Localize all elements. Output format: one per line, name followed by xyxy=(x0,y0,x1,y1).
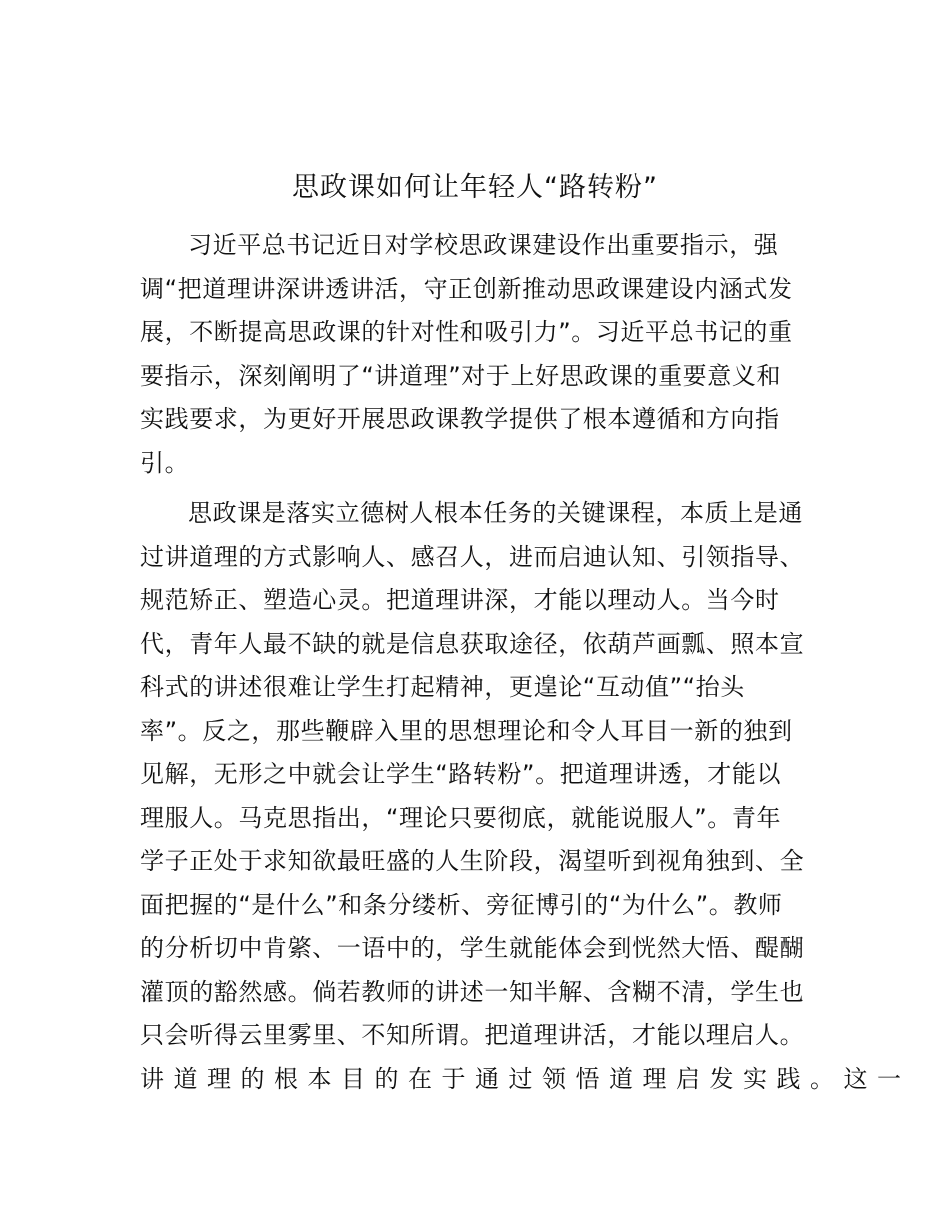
paragraph-line: 讲道理的根本目的在于通过领悟道理启发实践。这一 xyxy=(140,1064,911,1093)
paragraph-line: 面把握的“是什么”和条分缕析、旁征博引的“为什么”。教师 xyxy=(140,890,783,919)
paragraph-1 xyxy=(140,224,812,485)
paragraph-line: 调“把道理讲深讲透讲活，守正创新推动思政课建设内涵式发 xyxy=(140,274,793,303)
paragraph-line: 习近平总书记近日对学校思政课建设作出重要指示，强 xyxy=(188,231,779,259)
paragraph-line: 只会听得云里雾里、不知所谓。把道理讲活，才能以理启人。 xyxy=(140,1021,805,1049)
paragraph-line: 的分析切中肯綮、一语中的，学生就能体会到恍然大悟、醍醐 xyxy=(140,934,805,962)
paragraph-line: 要指示，深刻阐明了“讲道理”对于上好思政课的重要意义和 xyxy=(140,361,782,390)
paragraph-line: 代，青年人最不缺的就是信息获取途径，依葫芦画瓢、照本宣 xyxy=(140,629,805,658)
paragraph-line: 过讲道理的方式影响人、感召人，进而启迪认知、引领指导、 xyxy=(140,542,805,571)
paragraph-line: 率”。反之，那些鞭辟入里的思想理论和令人耳目一新的独到 xyxy=(140,716,793,745)
paragraph-line: 学子正处于求知欲最旺盛的人生阶段，渴望听到视角独到、全 xyxy=(140,847,805,875)
paragraph-line: 灌顶的豁然感。倘若教师的讲述一知半解、含糊不清，学生也 xyxy=(140,977,805,1006)
paragraph-line: 理服人。马克思指出，“理论只要彻底，就能说服人”。青年 xyxy=(140,803,782,832)
paragraph-2 xyxy=(140,492,911,1101)
paragraph-line: 实践要求，为更好开展思政课教学提供了根本遵循和方向指 xyxy=(140,405,780,433)
paragraph-line: 规范矫正、塑造心灵。把道理讲深，才能以理动人。当今时 xyxy=(140,586,780,614)
paragraph-line: 展，不断提高思政课的针对性和吸引力”。习近平总书记的重 xyxy=(140,318,793,346)
paragraph-line: 见解，无形之中就会让学生“路转粉”。把道理讲透，才能以 xyxy=(140,760,782,788)
paragraph-line: 科式的讲述很难让学生打起精神，更遑论“互动值”“抬头 xyxy=(140,673,745,701)
document-title: 思政课如何让年轻人“路转粉” xyxy=(292,172,658,203)
paragraph-line: 思政课是落实立德树人根本任务的关键课程，本质上是通 xyxy=(188,499,803,527)
paragraph-line: 引。 xyxy=(140,448,190,477)
